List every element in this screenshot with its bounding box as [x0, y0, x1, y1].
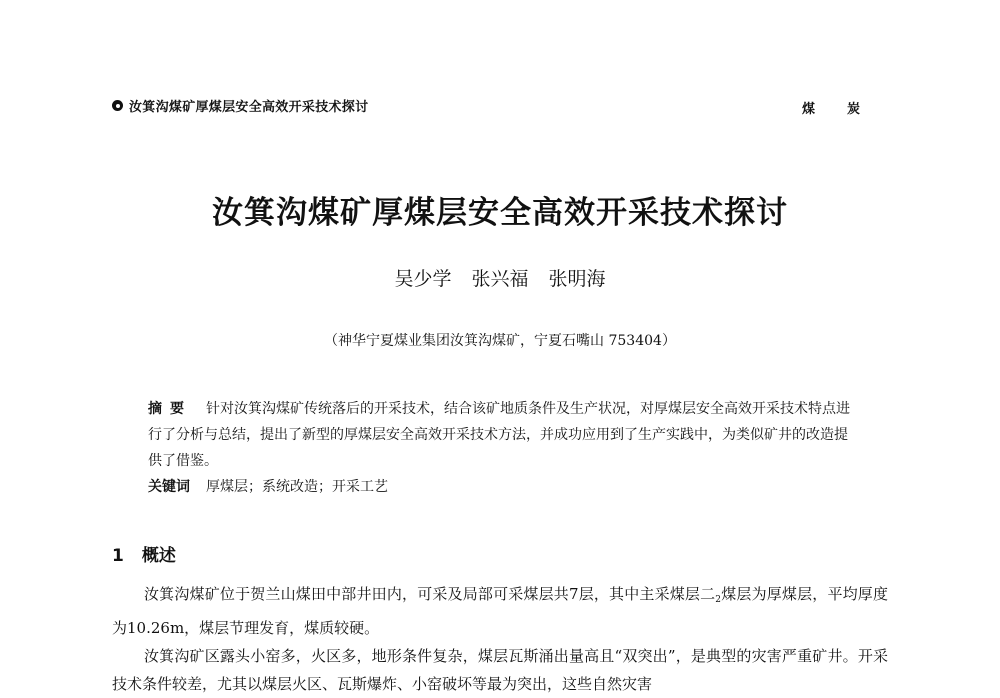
running-header-title: 汝箕沟煤矿厚煤层安全高效开采技术探讨	[129, 100, 369, 115]
keywords	[148, 474, 860, 500]
paragraph-text: 汝箕沟煤矿位于贺兰山煤田中部井田内，可采及局部可采煤层共7层，其中主采煤层二	[144, 585, 716, 603]
section-heading	[112, 541, 176, 566]
body-paragraph	[112, 580, 888, 642]
abstract-text: 针对汝箕沟煤矿传统落后的开采技术，结合该矿地质条件及生产状况，对厚煤层安全高效开采技术特点进行了分析与总结，提出了新型的厚煤层安全高效开采技术方法，并成功应用到了生产实践中，为类似矿井的改造提供了借鉴。	[148, 401, 850, 469]
abstract	[148, 396, 860, 474]
keywords-label: 关键词	[148, 479, 190, 495]
paper-authors: 吴少学 张兴福 张明海	[394, 268, 606, 290]
running-header-left	[112, 96, 368, 115]
section-body	[112, 580, 888, 698]
bullet-icon	[112, 100, 123, 111]
running-header	[112, 96, 892, 120]
section-title: 概述	[141, 546, 176, 566]
keywords-text: 厚煤层；系统改造；开采工艺	[206, 479, 388, 495]
paper-affiliation: （神华宁夏煤业集团汝箕沟煤矿，宁夏石嘴山 753404）	[324, 333, 676, 349]
paragraph-text: 煤层为厚煤层，平均厚度为10.26m，煤层节理发育，煤质较硬。	[112, 585, 888, 637]
section-number: 1	[112, 546, 124, 566]
journal-name: 煤炭	[801, 102, 892, 117]
subscript: 2	[715, 595, 722, 605]
paper-title: 汝箕沟煤矿厚煤层安全高效开采技术探讨	[212, 195, 788, 231]
abstract-label: 摘要	[148, 401, 192, 417]
body-paragraph: 汝箕沟矿区露头小窑多，火区多，地形条件复杂，煤层瓦斯涌出量高且“双突出”，是典型的灾害严重矿井。开采技术条件较差，尤其以煤层火区、瓦斯爆炸、小窑破坏等最为突出，这些自然灾害	[112, 647, 888, 693]
